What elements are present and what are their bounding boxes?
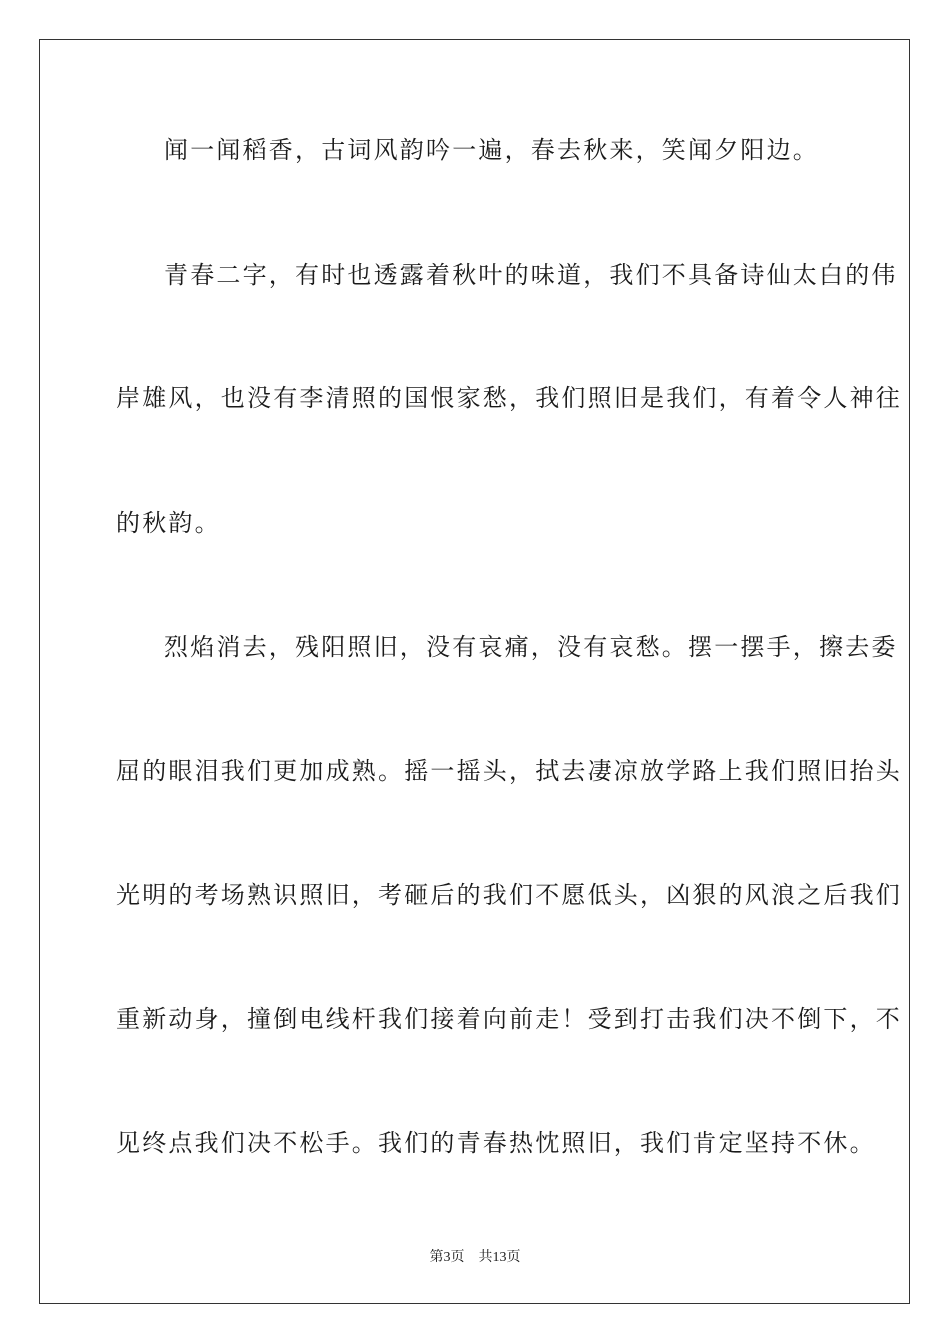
paragraph-line: 的秋韵。: [116, 509, 221, 537]
paragraph-line: 闻一闻稻香，古词风韵吟一遍，春去秋来，笑闻夕阳边。: [164, 136, 819, 164]
paragraph-line: 见终点我们决不松手。我们的青春热忱照旧，我们肯定坚持不休。: [116, 1129, 876, 1157]
paragraph-line: 屈的眼泪我们更加成熟。摇一摇头，拭去凄凉放学路上我们照旧抬头: [116, 757, 902, 785]
paragraph-line: 重新动身，撞倒电线杆我们接着向前走！受到打击我们决不倒下，不: [116, 1005, 902, 1033]
paragraph-line: 岸雄风，也没有李清照的国恨家愁，我们照旧是我们，有着令人神往: [116, 384, 902, 412]
page-footer: [0, 1249, 950, 1267]
page-total: 共13页: [478, 1250, 521, 1265]
paragraph-line: 光明的考场熟识照旧，考砸后的我们不愿低头，凶狠的风浪之后我们: [116, 881, 902, 909]
page-border: [39, 39, 910, 1304]
paragraph-line: 烈焰消去，残阳照旧，没有哀痛，没有哀愁。摆一摆手，擦去委: [164, 633, 898, 661]
paragraph-line: 青春二字，有时也透露着秋叶的味道，我们不具备诗仙太白的伟: [164, 261, 898, 289]
page-number: 第3页: [429, 1250, 465, 1265]
